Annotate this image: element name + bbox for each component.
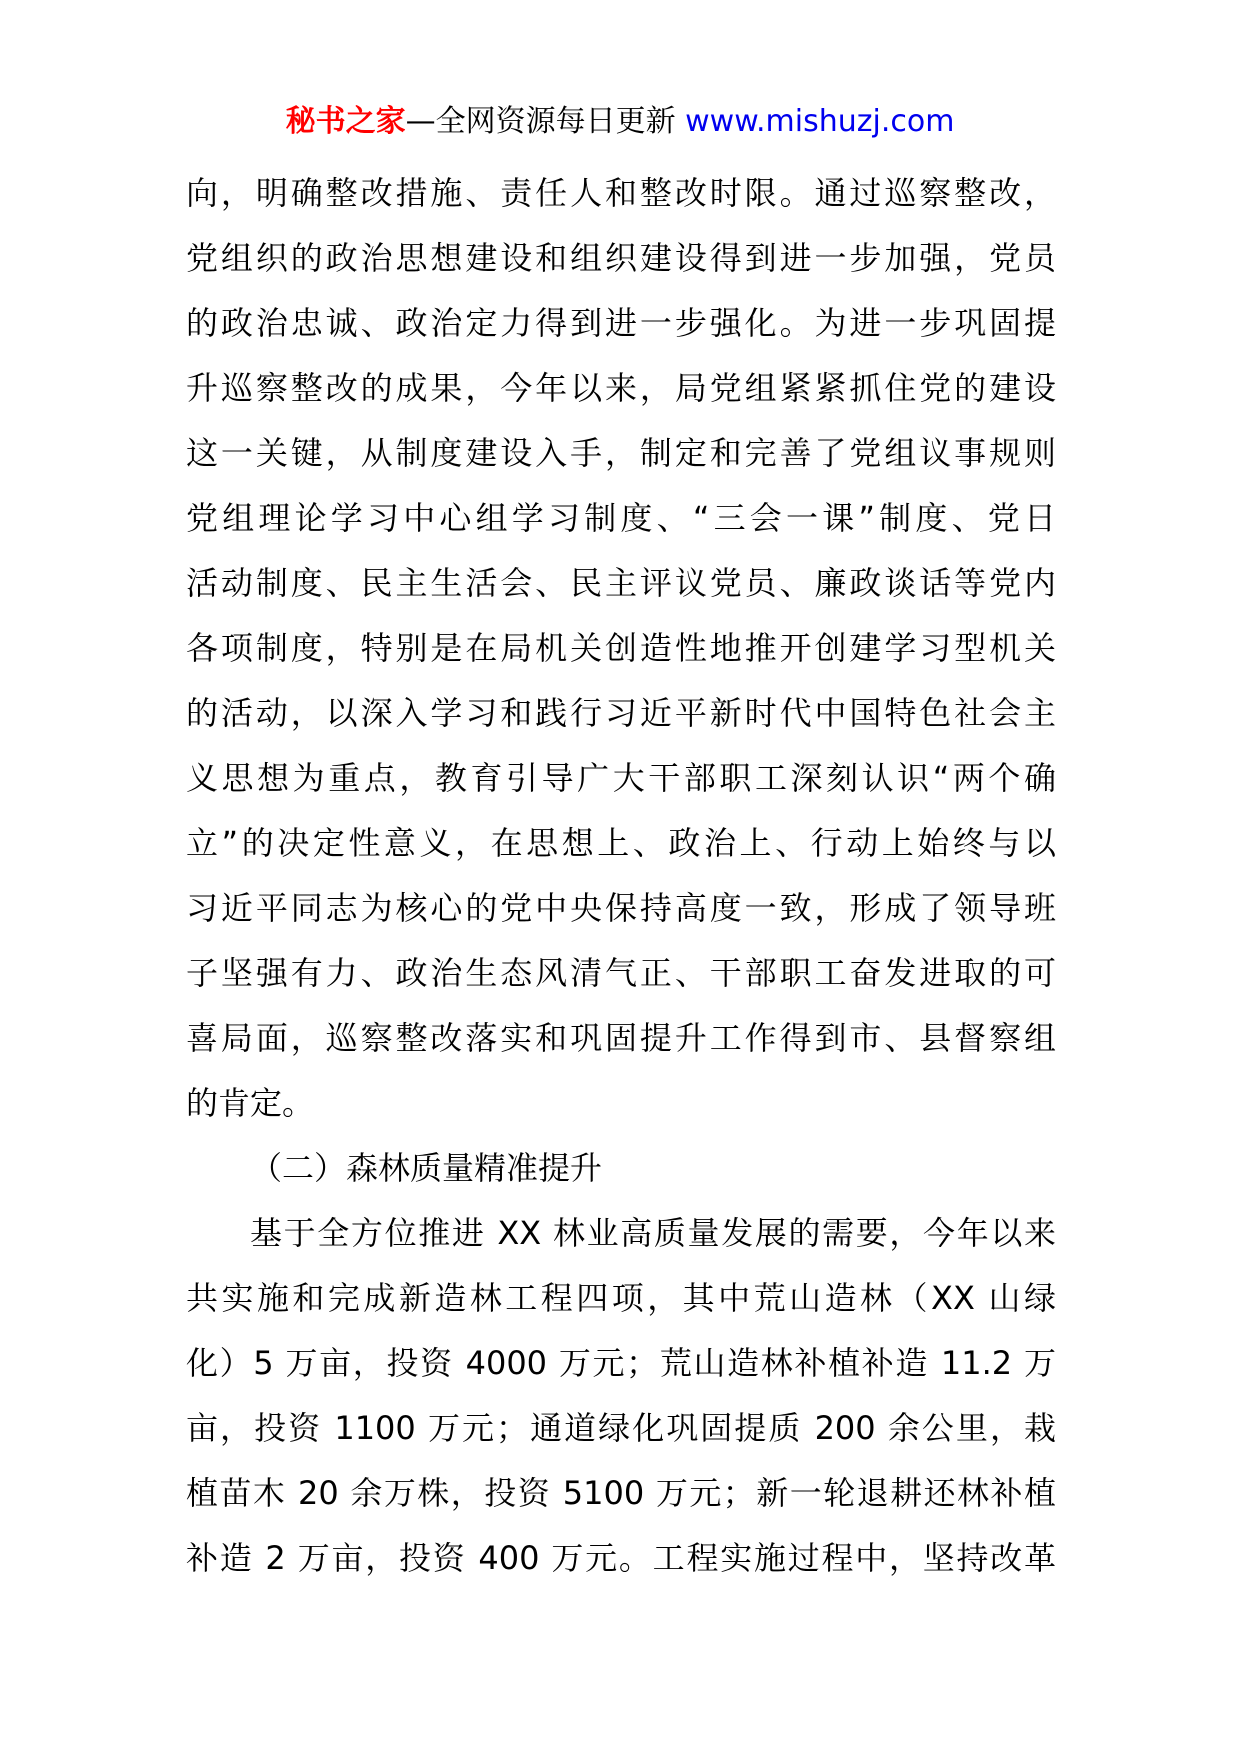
- text-line: 子坚强有力、政治生态风清气正、干部职工奋发进取的可: [186, 954, 1056, 992]
- text-line: 补造 2 万亩，投资 400 万元。工程实施过程中，坚持改革: [186, 1539, 1056, 1577]
- brand-name: 秘书之家: [285, 104, 406, 139]
- text-line: 党组织的政治思想建设和组织建设得到进一步加强，党员: [186, 239, 1056, 277]
- text-line: 各项制度，特别是在局机关创造性地推开创建学习型机关: [186, 629, 1056, 667]
- text-line: 亩，投资 1100 万元；通道绿化巩固提质 200 余公里，栽: [186, 1409, 1056, 1447]
- text-line: 立”的决定性意义，在思想上、政治上、行动上始终与以: [186, 824, 1056, 862]
- section-heading: （二）森林质量精准提升: [250, 1149, 603, 1187]
- brand-tagline: —全网资源每日更新: [405, 104, 686, 139]
- site-url-link[interactable]: www.mishuzj.com: [685, 104, 955, 139]
- text-line: 化）5 万亩，投资 4000 万元；荒山造林补植补造 11.2 万: [186, 1344, 1056, 1382]
- text-line: 喜局面，巡察整改落实和巩固提升工作得到市、县督察组: [186, 1019, 1056, 1057]
- document-body: [186, 161, 1056, 1591]
- text-line: 活动制度、民主生活会、民主评议党员、廉政谈话等党内: [186, 564, 1056, 602]
- text-line: 植苗木 20 余万株，投资 5100 万元；新一轮退耕还林补植: [186, 1474, 1056, 1512]
- text-line: 向，明确整改措施、责任人和整改时限。通过巡察整改，: [186, 174, 1056, 212]
- text-line: 的肯定。: [186, 1084, 315, 1122]
- site-watermark-header: [0, 100, 1240, 144]
- text-line: 共实施和完成新造林工程四项，其中荒山造林（XX 山绿: [186, 1279, 1056, 1317]
- text-line: 这一关键，从制度建设入手，制定和完善了党组议事规则: [186, 434, 1056, 472]
- text-line: 党组理论学习中心组学习制度、“三会一课”制度、党日: [186, 499, 1056, 537]
- text-line: 的活动，以深入学习和践行习近平新时代中国特色社会主: [186, 694, 1056, 732]
- text-line: 升巡察整改的成果，今年以来，局党组紧紧抓住党的建设: [186, 369, 1056, 407]
- text-line: 义思想为重点，教育引导广大干部职工深刻认识“两个确: [186, 759, 1056, 797]
- text-line: 的政治忠诚、政治定力得到进一步强化。为进一步巩固提: [186, 304, 1056, 342]
- text-line: 习近平同志为核心的党中央保持高度一致，形成了领导班: [186, 889, 1056, 927]
- text-line: 基于全方位推进 XX 林业高质量发展的需要，今年以来: [250, 1214, 1056, 1252]
